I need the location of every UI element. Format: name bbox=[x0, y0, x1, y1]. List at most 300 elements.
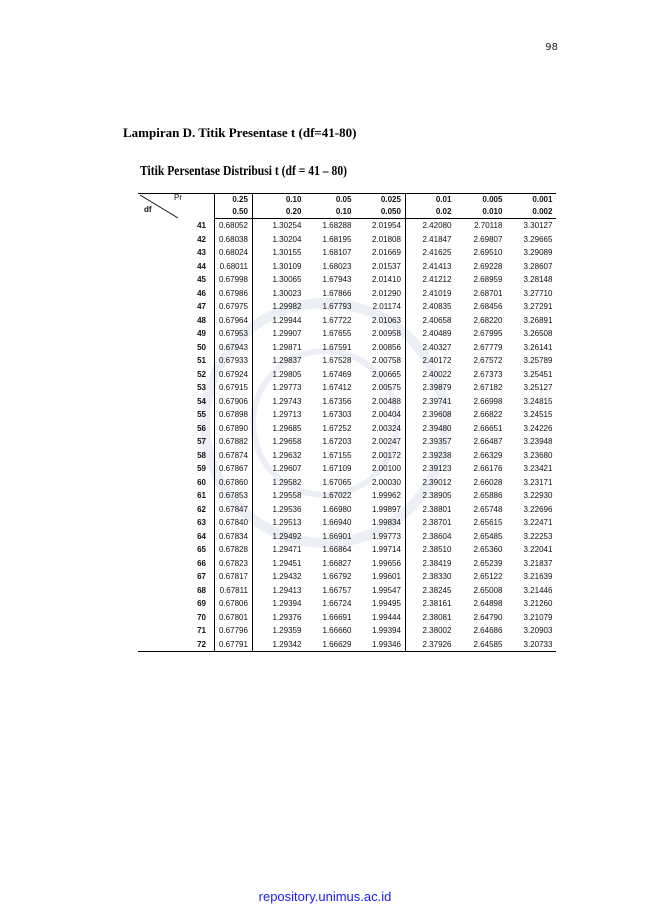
header-cell: 0.25 bbox=[215, 194, 253, 207]
value-cell: 1.29805 bbox=[252, 368, 305, 382]
value-cell: 3.24815 bbox=[523, 396, 553, 406]
df-cell: 63 bbox=[197, 518, 206, 527]
value-cell: 2.40327 bbox=[405, 341, 455, 355]
value-cell: 2.65239 bbox=[473, 558, 503, 568]
value-cell: 2.67995 bbox=[473, 329, 503, 338]
value-cell: 1.29451 bbox=[252, 557, 305, 571]
value-cell: 1.67528 bbox=[322, 356, 352, 365]
value-cell: 2.66822 bbox=[473, 410, 503, 419]
df-cell: 55 bbox=[197, 410, 206, 419]
value-cell: 1.66827 bbox=[322, 558, 352, 568]
table-row bbox=[138, 611, 556, 625]
value-cell: 2.40489 bbox=[405, 327, 455, 341]
value-cell: 2.66487 bbox=[473, 437, 503, 446]
value-cell: 2.40022 bbox=[405, 368, 455, 382]
value-cell: 2.01669 bbox=[372, 248, 401, 257]
table-row bbox=[138, 503, 556, 517]
value-cell: 2.00100 bbox=[372, 464, 401, 473]
value-cell: 3.22930 bbox=[523, 491, 553, 500]
value-cell: 1.99394 bbox=[372, 626, 401, 635]
table-row bbox=[138, 422, 556, 436]
value-cell: 2.67779 bbox=[473, 342, 503, 352]
df-cell: 51 bbox=[197, 356, 206, 365]
value-cell: 1.29558 bbox=[252, 489, 305, 503]
value-cell: 2.38604 bbox=[405, 530, 455, 544]
value-cell: 2.66329 bbox=[473, 450, 503, 460]
value-cell: 1.29632 bbox=[252, 449, 305, 463]
value-cell: 2.64898 bbox=[473, 599, 503, 608]
table-row bbox=[138, 260, 556, 274]
table-row bbox=[138, 381, 556, 395]
value-cell: 0.67860 bbox=[215, 476, 253, 490]
value-cell: 3.30127 bbox=[523, 221, 553, 230]
value-cell: 1.29658 bbox=[252, 435, 305, 449]
value-cell: 1.29685 bbox=[252, 422, 305, 436]
header-cell: 0.05 bbox=[335, 195, 352, 204]
df-cell: 58 bbox=[197, 450, 206, 460]
value-cell: 2.00856 bbox=[372, 342, 401, 352]
value-cell: 3.23171 bbox=[523, 477, 553, 487]
table-row bbox=[138, 354, 556, 368]
value-cell: 3.20903 bbox=[523, 626, 553, 635]
value-cell: 3.22041 bbox=[523, 545, 553, 554]
df-cell: 70 bbox=[197, 612, 206, 622]
value-cell: 3.26508 bbox=[523, 329, 553, 338]
value-cell: 2.67572 bbox=[473, 356, 503, 365]
value-cell: 1.29607 bbox=[252, 462, 305, 476]
value-cell: 1.66901 bbox=[322, 531, 352, 541]
value-cell: 2.38510 bbox=[405, 543, 455, 557]
value-cell: 1.66691 bbox=[322, 612, 352, 622]
value-cell: 2.41212 bbox=[405, 273, 455, 287]
value-cell: 0.67998 bbox=[215, 273, 253, 287]
value-cell: 2.00030 bbox=[372, 477, 401, 487]
value-cell: 2.66176 bbox=[473, 464, 503, 473]
table-body bbox=[138, 219, 556, 652]
value-cell: 2.37926 bbox=[405, 638, 455, 652]
value-cell: 0.67986 bbox=[215, 287, 253, 301]
value-cell: 2.39879 bbox=[405, 381, 455, 395]
df-cell: 52 bbox=[197, 369, 206, 379]
value-cell: 2.41019 bbox=[405, 287, 455, 301]
table-row bbox=[138, 368, 556, 382]
value-cell: 0.67943 bbox=[215, 341, 253, 355]
value-cell: 1.30155 bbox=[252, 246, 305, 260]
header-cell: 0.10 bbox=[305, 206, 355, 219]
value-cell: 3.29665 bbox=[523, 234, 553, 244]
value-cell: 0.67828 bbox=[215, 543, 253, 557]
value-cell: 1.29907 bbox=[252, 327, 305, 341]
value-cell: 2.38002 bbox=[405, 624, 455, 638]
header-cell: 0.02 bbox=[405, 206, 455, 219]
value-cell: 2.65748 bbox=[473, 504, 503, 514]
value-cell: 1.67412 bbox=[322, 383, 352, 392]
df-cell: 43 bbox=[197, 248, 206, 257]
value-cell: 2.68220 bbox=[473, 315, 503, 325]
df-cell: 48 bbox=[197, 315, 206, 325]
value-cell: 2.41625 bbox=[405, 246, 455, 260]
value-cell: 0.67953 bbox=[215, 327, 253, 341]
value-cell: 3.21260 bbox=[523, 599, 553, 608]
value-cell: 1.29432 bbox=[252, 570, 305, 584]
value-cell: 3.20733 bbox=[523, 639, 553, 649]
df-cell: 41 bbox=[197, 220, 206, 230]
df-cell: 65 bbox=[197, 545, 206, 554]
value-cell: 0.68038 bbox=[215, 233, 253, 247]
value-cell: 2.38905 bbox=[405, 489, 455, 503]
value-cell: 2.65485 bbox=[473, 531, 503, 541]
value-cell: 1.67722 bbox=[322, 315, 352, 325]
value-cell: 3.26891 bbox=[523, 315, 553, 325]
value-cell: 2.65886 bbox=[473, 491, 503, 500]
value-cell: 2.65360 bbox=[473, 545, 503, 554]
value-cell: 1.30109 bbox=[252, 260, 305, 274]
value-cell: 0.67933 bbox=[215, 354, 253, 368]
value-cell: 3.23680 bbox=[523, 450, 553, 460]
value-cell: 1.99495 bbox=[372, 599, 401, 608]
value-cell: 1.29492 bbox=[252, 530, 305, 544]
value-cell: 3.23421 bbox=[523, 464, 553, 473]
value-cell: 2.01174 bbox=[372, 302, 401, 311]
value-cell: 2.39123 bbox=[405, 462, 455, 476]
value-cell: 1.30254 bbox=[252, 219, 305, 233]
value-cell: 2.40658 bbox=[405, 314, 455, 328]
value-cell: 0.67834 bbox=[215, 530, 253, 544]
value-cell: 1.29536 bbox=[252, 503, 305, 517]
value-cell: 1.66864 bbox=[322, 545, 352, 554]
value-cell: 0.67791 bbox=[215, 638, 253, 652]
value-cell: 2.42080 bbox=[405, 219, 455, 233]
value-cell: 1.66757 bbox=[322, 585, 352, 595]
table-row bbox=[138, 557, 556, 571]
df-cell: 68 bbox=[197, 585, 206, 595]
value-cell: 1.30204 bbox=[252, 233, 305, 247]
value-cell: 2.00665 bbox=[372, 369, 401, 379]
value-cell: 2.41413 bbox=[405, 260, 455, 274]
table-row bbox=[138, 476, 556, 490]
value-cell: 1.29837 bbox=[252, 354, 305, 368]
value-cell: 1.29773 bbox=[252, 381, 305, 395]
value-cell: 1.66724 bbox=[322, 599, 352, 608]
value-cell: 1.99714 bbox=[372, 545, 401, 554]
table-row bbox=[138, 543, 556, 557]
value-cell: 0.68024 bbox=[215, 246, 253, 260]
value-cell: 1.29982 bbox=[252, 300, 305, 314]
value-cell: 2.64686 bbox=[473, 626, 503, 635]
value-cell: 0.67906 bbox=[215, 395, 253, 409]
footer-link[interactable]: repository.unimus.ac.id bbox=[258, 889, 392, 904]
table-row bbox=[138, 246, 556, 260]
value-cell: 1.67793 bbox=[322, 302, 352, 311]
t-distribution-table bbox=[138, 193, 556, 652]
value-cell: 3.25127 bbox=[523, 383, 553, 392]
header-cell: 0.10 bbox=[252, 194, 305, 207]
value-cell: 3.25451 bbox=[523, 369, 553, 379]
df-cell: 57 bbox=[197, 437, 206, 446]
df-cell: 61 bbox=[197, 491, 206, 500]
value-cell: 1.29743 bbox=[252, 395, 305, 409]
value-cell: 0.67847 bbox=[215, 503, 253, 517]
table-row bbox=[138, 516, 556, 530]
value-cell: 3.26141 bbox=[523, 342, 553, 352]
value-cell: 2.38330 bbox=[405, 570, 455, 584]
value-cell: 3.23948 bbox=[523, 437, 553, 446]
value-cell: 2.38701 bbox=[405, 516, 455, 530]
value-cell: 1.99601 bbox=[372, 572, 401, 581]
df-cell: 64 bbox=[197, 531, 206, 541]
value-cell: 2.01290 bbox=[372, 288, 401, 298]
value-cell: 2.40835 bbox=[405, 300, 455, 314]
value-cell: 2.66651 bbox=[473, 423, 503, 433]
value-cell: 1.99773 bbox=[372, 531, 401, 541]
value-cell: 2.38419 bbox=[405, 557, 455, 571]
value-cell: 1.99962 bbox=[372, 491, 401, 500]
value-cell: 1.29376 bbox=[252, 611, 305, 625]
df-cell: 56 bbox=[197, 423, 206, 433]
value-cell: 3.24226 bbox=[523, 423, 553, 433]
value-cell: 1.99656 bbox=[372, 558, 401, 568]
value-cell: 3.25789 bbox=[523, 356, 553, 365]
value-cell: 0.67975 bbox=[215, 300, 253, 314]
table-row bbox=[138, 273, 556, 287]
value-cell: 2.68701 bbox=[473, 288, 503, 298]
header-cell: 0.025 bbox=[380, 195, 401, 204]
value-cell: 2.39608 bbox=[405, 408, 455, 422]
value-cell: 2.68959 bbox=[473, 275, 503, 284]
value-cell: 1.66980 bbox=[322, 504, 352, 514]
df-cell: 69 bbox=[197, 599, 206, 608]
value-cell: 2.01410 bbox=[372, 275, 401, 284]
appendix-heading: Lampiran D. Titik Presentase t (df=41-80) bbox=[123, 125, 357, 140]
value-cell: 2.00247 bbox=[372, 437, 401, 446]
value-cell: 2.00324 bbox=[372, 423, 401, 433]
value-cell: 0.67801 bbox=[215, 611, 253, 625]
value-cell: 1.66940 bbox=[322, 518, 352, 527]
df-cell: 59 bbox=[197, 464, 206, 473]
value-cell: 1.29582 bbox=[252, 476, 305, 490]
df-cell: 54 bbox=[197, 396, 206, 406]
value-cell: 2.69510 bbox=[473, 248, 503, 257]
df-cell: 50 bbox=[197, 342, 206, 352]
table-row bbox=[138, 408, 556, 422]
value-cell: 3.28607 bbox=[523, 261, 553, 271]
value-cell: 1.29513 bbox=[252, 516, 305, 530]
header-cell: 0.005 bbox=[482, 195, 503, 204]
value-cell: 2.67182 bbox=[473, 383, 503, 392]
table-row bbox=[138, 435, 556, 449]
table-corner bbox=[138, 194, 215, 219]
table-row bbox=[138, 489, 556, 503]
value-cell: 1.66660 bbox=[322, 626, 352, 635]
value-cell: 0.67867 bbox=[215, 462, 253, 476]
value-cell: 1.67203 bbox=[322, 437, 352, 446]
value-cell: 1.67065 bbox=[322, 477, 352, 487]
value-cell: 2.38245 bbox=[405, 584, 455, 598]
value-cell: 2.39480 bbox=[405, 422, 455, 436]
value-cell: 3.22696 bbox=[523, 504, 553, 514]
table-row bbox=[138, 341, 556, 355]
value-cell: 2.39741 bbox=[405, 395, 455, 409]
value-cell: 3.21446 bbox=[523, 585, 553, 595]
value-cell: 1.68107 bbox=[322, 248, 352, 257]
value-cell: 2.38801 bbox=[405, 503, 455, 517]
value-cell: 0.67964 bbox=[215, 314, 253, 328]
value-cell: 1.66629 bbox=[322, 639, 352, 649]
df-cell: 67 bbox=[197, 572, 206, 581]
value-cell: 2.01954 bbox=[372, 221, 401, 230]
value-cell: 2.68456 bbox=[473, 302, 503, 311]
value-cell: 1.29359 bbox=[252, 624, 305, 638]
value-cell: 1.30065 bbox=[252, 273, 305, 287]
value-cell: 2.01537 bbox=[372, 261, 401, 271]
df-cell: 46 bbox=[197, 288, 206, 298]
value-cell: 2.64585 bbox=[473, 639, 503, 649]
value-cell: 3.27291 bbox=[523, 302, 553, 311]
header-cell: 0.050 bbox=[355, 206, 405, 219]
value-cell: 0.67915 bbox=[215, 381, 253, 395]
table-row bbox=[138, 233, 556, 247]
value-cell: 1.29944 bbox=[252, 314, 305, 328]
value-cell: 1.67109 bbox=[322, 464, 352, 473]
value-cell: 2.39238 bbox=[405, 449, 455, 463]
df-cell: 71 bbox=[197, 626, 206, 635]
value-cell: 1.99346 bbox=[372, 639, 401, 649]
value-cell: 2.40172 bbox=[405, 354, 455, 368]
table-row bbox=[138, 570, 556, 584]
value-cell: 1.67655 bbox=[322, 329, 352, 338]
value-cell: 0.67806 bbox=[215, 597, 253, 611]
table-row bbox=[138, 584, 556, 598]
value-cell: 1.99834 bbox=[372, 518, 401, 527]
value-cell: 2.00758 bbox=[372, 356, 401, 365]
value-cell: 0.68011 bbox=[215, 260, 253, 274]
value-cell: 1.99547 bbox=[372, 585, 401, 595]
value-cell: 1.67303 bbox=[322, 410, 352, 419]
corner-pr-label: Pr bbox=[174, 193, 182, 202]
table-row bbox=[138, 624, 556, 638]
table-row bbox=[138, 287, 556, 301]
df-cell: 47 bbox=[197, 302, 206, 311]
df-cell: 66 bbox=[197, 558, 206, 568]
value-cell: 2.65122 bbox=[473, 572, 503, 581]
value-cell: 1.67155 bbox=[322, 450, 352, 460]
value-cell: 1.68023 bbox=[322, 261, 352, 271]
value-cell: 3.28148 bbox=[523, 275, 553, 284]
df-cell: 42 bbox=[197, 234, 206, 244]
table-row bbox=[138, 300, 556, 314]
df-cell: 62 bbox=[197, 504, 206, 514]
table-row bbox=[138, 219, 556, 233]
header-cell: 0.50 bbox=[215, 206, 253, 219]
value-cell: 1.67866 bbox=[322, 288, 352, 298]
value-cell: 2.01808 bbox=[372, 234, 401, 244]
value-cell: 3.21079 bbox=[523, 612, 553, 622]
value-cell: 1.29342 bbox=[252, 638, 305, 652]
table-row bbox=[138, 449, 556, 463]
value-cell: 2.39357 bbox=[405, 435, 455, 449]
value-cell: 0.67811 bbox=[215, 584, 253, 598]
df-cell: 60 bbox=[197, 477, 206, 487]
value-cell: 1.99444 bbox=[372, 612, 401, 622]
corner-df-label: df bbox=[144, 205, 152, 214]
value-cell: 1.67469 bbox=[322, 369, 352, 379]
header-row-one-tail bbox=[138, 194, 556, 207]
value-cell: 1.67356 bbox=[322, 396, 352, 406]
value-cell: 1.67943 bbox=[322, 275, 352, 284]
value-cell: 1.29394 bbox=[252, 597, 305, 611]
value-cell: 2.00958 bbox=[372, 329, 401, 338]
value-cell: 0.67823 bbox=[215, 557, 253, 571]
value-cell: 2.64790 bbox=[473, 612, 503, 622]
value-cell: 0.67840 bbox=[215, 516, 253, 530]
table-title: Titik Persentase Distribusi t (df = 41 – 80) bbox=[140, 163, 347, 178]
value-cell: 1.68288 bbox=[322, 221, 352, 230]
value-cell: 1.30023 bbox=[252, 287, 305, 301]
value-cell: 1.29713 bbox=[252, 408, 305, 422]
value-cell: 3.29089 bbox=[523, 248, 553, 257]
value-cell: 1.68195 bbox=[322, 234, 352, 244]
value-cell: 2.69228 bbox=[473, 261, 503, 271]
value-cell: 3.21639 bbox=[523, 572, 553, 581]
value-cell: 2.38081 bbox=[405, 611, 455, 625]
value-cell: 2.41847 bbox=[405, 233, 455, 247]
df-cell: 53 bbox=[197, 383, 206, 392]
value-cell: 1.29871 bbox=[252, 341, 305, 355]
value-cell: 1.29471 bbox=[252, 543, 305, 557]
value-cell: 2.66998 bbox=[473, 396, 503, 406]
value-cell: 3.22253 bbox=[523, 531, 553, 541]
table-row bbox=[138, 395, 556, 409]
value-cell: 2.00404 bbox=[372, 410, 401, 419]
table-row bbox=[138, 638, 556, 652]
value-cell: 1.66792 bbox=[322, 572, 352, 581]
value-cell: 1.67252 bbox=[322, 423, 352, 433]
header-cell: 0.20 bbox=[252, 206, 305, 219]
df-cell: 72 bbox=[197, 639, 206, 649]
header-cell: 0.002 bbox=[506, 206, 556, 219]
value-cell: 2.00488 bbox=[372, 396, 401, 406]
value-cell: 0.67874 bbox=[215, 449, 253, 463]
value-cell: 2.38161 bbox=[405, 597, 455, 611]
value-cell: 2.00172 bbox=[372, 450, 401, 460]
value-cell: 1.29413 bbox=[252, 584, 305, 598]
value-cell: 1.67591 bbox=[322, 342, 352, 352]
value-cell: 0.67796 bbox=[215, 624, 253, 638]
value-cell: 0.67898 bbox=[215, 408, 253, 422]
df-cell: 44 bbox=[197, 261, 206, 271]
value-cell: 0.67924 bbox=[215, 368, 253, 382]
table-row bbox=[138, 530, 556, 544]
value-cell: 2.01063 bbox=[372, 315, 401, 325]
df-cell: 45 bbox=[197, 275, 206, 284]
df-cell: 49 bbox=[197, 329, 206, 338]
table-row bbox=[138, 327, 556, 341]
header-cell: 0.01 bbox=[405, 194, 455, 207]
value-cell: 3.22471 bbox=[523, 518, 553, 527]
value-cell: 2.70118 bbox=[474, 221, 503, 230]
value-cell: 2.66028 bbox=[473, 477, 503, 487]
value-cell: 0.67853 bbox=[215, 489, 253, 503]
value-cell: 1.99897 bbox=[372, 504, 401, 514]
value-cell: 2.65615 bbox=[473, 518, 503, 527]
page-number: 98 bbox=[545, 42, 558, 53]
table-row bbox=[138, 597, 556, 611]
value-cell: 3.21837 bbox=[523, 558, 553, 568]
header-cell: 0.010 bbox=[455, 206, 506, 219]
value-cell: 2.00575 bbox=[372, 383, 401, 392]
value-cell: 2.39012 bbox=[405, 476, 455, 490]
value-cell: 0.67817 bbox=[215, 570, 253, 584]
